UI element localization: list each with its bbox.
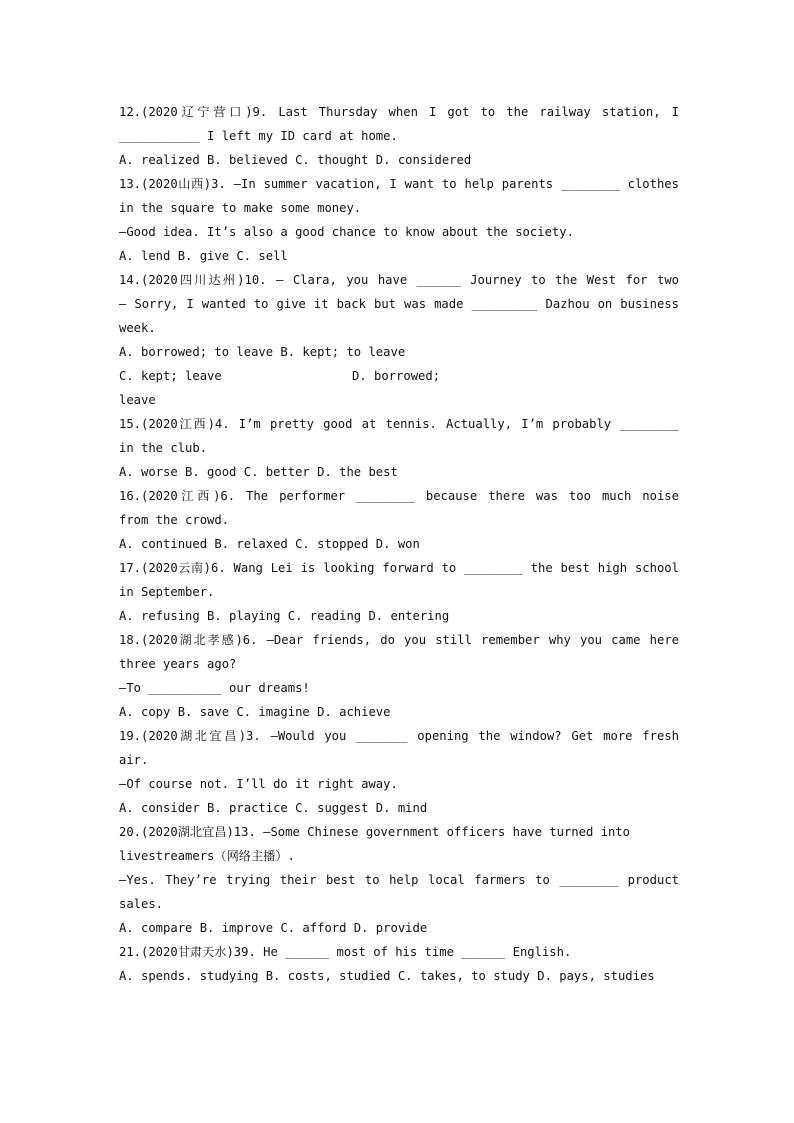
q13-dialogue-line: —Good idea. It’s also a good chance to know about the society.	[119, 225, 574, 239]
q13-stem-line: 13.(2020山西)3. —In summer vacation, I want to help parents ________ clothes	[119, 177, 679, 191]
q14-options: leave	[119, 393, 156, 407]
q20-dialogue-line: sales.	[119, 897, 164, 911]
q14-option-c: C. kept; leave	[119, 369, 222, 383]
q19-options: A. consider B. practice C. suggest D. mind	[119, 801, 428, 815]
q16-stem-line: from the crowd.	[119, 513, 230, 527]
q14-options	[119, 364, 679, 388]
q14-dialogue-line: week.	[119, 321, 156, 335]
q20-options: A. compare B. improve C. afford D. provide	[119, 921, 428, 935]
q12-stem-line: ___________ I left my ID card at home.	[119, 129, 398, 143]
q20-stem-line: 20.(2020湖北宜昌)13. —Some Chinese government officers have turned into	[119, 825, 631, 839]
q21-stem-line: 21.(2020甘肃天水)39. He ______ most of his time ______ English.	[119, 945, 572, 959]
q16-stem-line: 16.(2020江西)6. The performer ________ because there was too much noise	[119, 489, 679, 503]
q13-options: A. lend B. give C. sell	[119, 249, 288, 263]
q17-options: A. refusing B. playing C. reading D. entering	[119, 609, 450, 623]
q14-option-d: D. borrowed;	[352, 369, 441, 383]
q17-stem-line: 17.(2020云南)6. Wang Lei is looking forward to ________ the best high school	[119, 561, 679, 575]
q16-options: A. continued B. relaxed C. stopped D. won	[119, 537, 420, 551]
q12-stem-line: 12.(2020辽宁营口)9. Last Thursday when I got to the railway station, I	[119, 105, 679, 119]
q14-options: A. borrowed; to leave B. kept; to leave	[119, 345, 406, 359]
q18-options: A. copy B. save C. imagine D. achieve	[119, 705, 391, 719]
q14-dialogue-line: — Sorry, I wanted to give it back but was made _________ Dazhou on business	[119, 297, 679, 311]
q13-stem-line: in the square to make some money.	[119, 201, 362, 215]
q18-stem-line: 18.(2020湖北孝感)6. —Dear friends, do you still remember why you came here	[119, 633, 679, 647]
document-page	[119, 100, 679, 988]
q14-stem-line: 14.(2020四川达州)10. — Clara, you have ______ Journey to the West for two	[119, 273, 679, 287]
q15-stem-line: in the club.	[119, 441, 208, 455]
q18-stem-line: three years ago?	[119, 657, 237, 671]
q17-stem-line: in September.	[119, 585, 215, 599]
q20-stem-line: livestreamers（网络主播）.	[119, 849, 295, 863]
q12-options: A. realized B. believed C. thought D. considered	[119, 153, 472, 167]
q18-dialogue-line: —To __________ our dreams!	[119, 681, 310, 695]
q19-stem-line: 19.(2020湖北宜昌)3. —Would you _______ opening the window? Get more fresh	[119, 729, 679, 743]
q19-stem-line: air.	[119, 753, 149, 767]
q15-options: A. worse B. good C. better D. the best	[119, 465, 398, 479]
q20-dialogue-line: —Yes. They’re trying their best to help local farmers to ________ product	[119, 873, 679, 887]
q15-stem-line: 15.(2020江西)4. I’m pretty good at tennis. Actually, I’m probably ________	[119, 417, 679, 431]
q19-dialogue-line: —Of course not. I’ll do it right away.	[119, 777, 398, 791]
q21-options: A. spends. studying B. costs, studied C. takes, to study D. pays, studies	[119, 969, 655, 983]
